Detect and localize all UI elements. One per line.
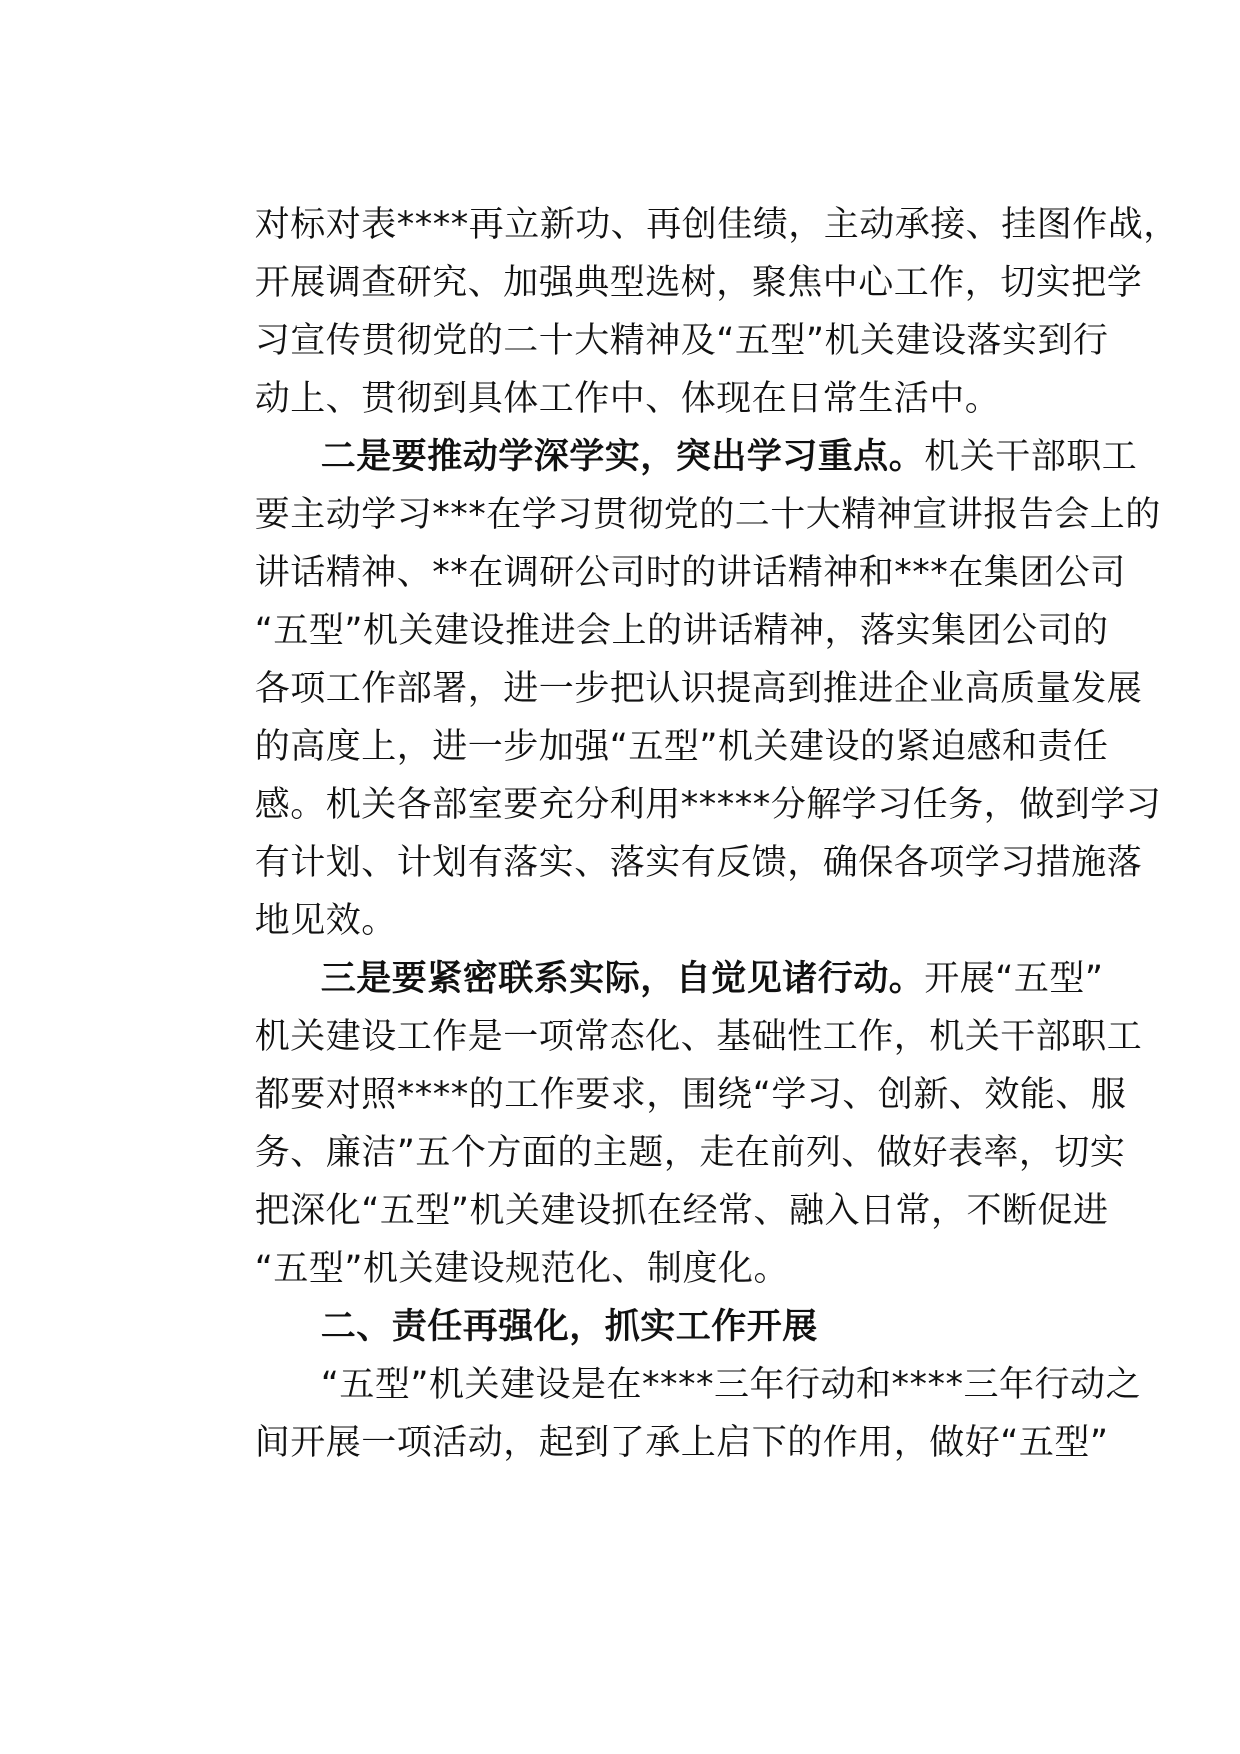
line-text: 机关干部职工 <box>924 437 1138 477</box>
line-text: 的高度上，进一步加强“五型”机关建设的紧迫感和责任 <box>254 727 1109 767</box>
line-text: “五型”机关建设是在****三年行动和****三年行动之 <box>320 1365 1142 1405</box>
section-heading: 二、责任再强化，抓实工作开展 <box>320 1307 818 1347</box>
body-line <box>185 1383 1109 1503</box>
line-text: 开展调查研究、加强典型选树，聚焦中心工作，切实把学 <box>254 263 1143 303</box>
line-text: 都要对照****的工作要求，围绕“学习、创新、效能、服 <box>254 1075 1127 1115</box>
line-text: 开展“五型” <box>924 959 1104 999</box>
line-text: 习宣传贯彻党的二十大精神及“五型”机关建设落实到行 <box>254 321 1109 361</box>
line-text: 间开展一项活动，起到了承上启下的作用，做好“五型” <box>254 1423 1109 1463</box>
paragraph-heading: 三是要紧密联系实际，自觉见诸行动。 <box>320 959 925 999</box>
line-text: 讲话精神、**在调研公司时的讲话精神和***在集团公司 <box>254 553 1126 593</box>
line-text: 机关建设工作是一项常态化、基础性工作，机关干部职工 <box>254 1017 1143 1057</box>
line-text: 要主动学习***在学习贯彻党的二十大精神宣讲报告会上的 <box>254 495 1161 535</box>
line-text: 感。机关各部室要充分利用*****分解学习任务，做到学习 <box>254 785 1162 825</box>
line-text: 各项工作部署，进一步把认识提高到推进企业高质量发展 <box>254 669 1143 709</box>
line-text: 有计划、计划有落实、落实有反馈，确保各项学习措施落 <box>254 843 1143 883</box>
line-text: 对标对表****再立新功、再创佳绩，主动承接、挂图作战， <box>254 205 1179 245</box>
paragraph-heading: 二是要推动学深学实，突出学习重点。 <box>320 437 925 477</box>
line-text: “五型”机关建设推进会上的讲话精神，落实集团公司的 <box>254 611 1109 651</box>
line-text: 地见效。 <box>254 901 397 941</box>
line-text: “五型”机关建设规范化、制度化。 <box>254 1249 790 1289</box>
line-text: 把深化“五型”机关建设抓在经常、融入日常，不断促进 <box>254 1191 1109 1231</box>
line-text: 动上、贯彻到具体工作中、体现在日常生活中。 <box>254 379 1001 419</box>
line-text: 务、廉洁”五个方面的主题，走在前列、做好表率，切实 <box>254 1133 1126 1173</box>
